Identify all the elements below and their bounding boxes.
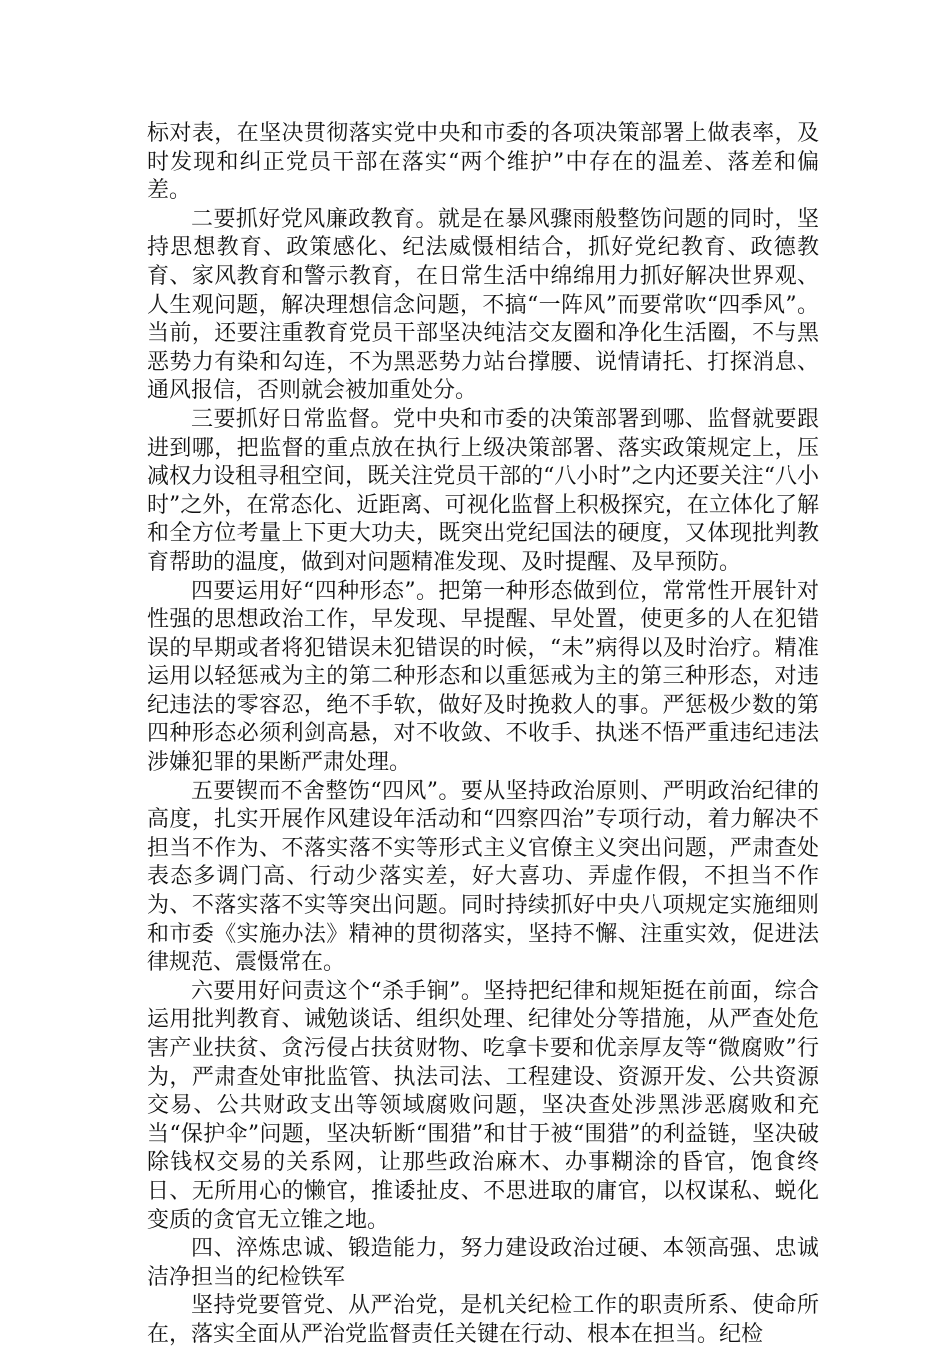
paragraph-1: 标对表，在坚决贯彻落实党中央和市委的各项决策部署上做表率，及时发现和纠正党员干部在落实“两个维护”中存在的温差、落差和偏差。 (147, 121, 819, 204)
paragraph-6: 六要用好问责这个“杀手锏”。坚持把纪律和规矩挺在前面，综合运用批判教育、诫勉谈话、组织处理、纪律处分等措施，从严查处危害产业扶贫、贪污侵占扶贫财物、吃拿卡要和优亲厚友等“微腐败”行为，严肃查处审批监管、执法司法、工程建设、资源开发、公共资源交易、公共财政支出等领域腐败问题，坚决查处涉黑涉恶腐败和充当“保护伞”问题，坚决斩断“围猎”和甘于被“围猎”的利益链，坚决破除钱权交易的关系网，让那些政治麻木、办事糊涂的昏官，饱食终日、无所用心的懒官，推诿扯皮、不思进取的庸官，以权谋私、蜕化变质的贪官无立锥之地。 (147, 978, 819, 1233)
paragraph-5: 五要锲而不舍整饬“四风”。要从坚持政治原则、严明政治纪律的高度，扎实开展作风建设年活动和“四察四治”专项行动，着力解决不担当不作为、不落实落不实等形式主义官僚主义突出问题，严肃查处表态多调门高、行动少落实差，好大喜功、弄虚作假，不担当不作为、不落实落不实等突出问题。同时持续抓好中央八项规定实施细则和市委《实施办法》精神的贯彻落实，坚持不懈、注重实效，促进法律规范、震慑常在。 (147, 778, 819, 976)
paragraph-2: 二要抓好党风廉政教育。就是在暴风骤雨般整饬问题的同时，坚持思想教育、政策感化、纪法威慑相结合，抓好党纪教育、政德教育、家风教育和警示教育，在日常生活中绵绵用力抓好解决世界观、人生观问题，解决理想信念问题，不搞“一阵风”而要常吹“四季风”。当前，还要注重教育党员干部坚决纯洁交友圈和净化生活圈，不与黑恶势力有染和勾连，不为黑恶势力站台撑腰、说情请托、打探消息、通风报信，否则就会被加重处分。 (147, 206, 819, 404)
paragraph-3: 三要抓好日常监督。党中央和市委的决策部署到哪、监督就要跟进到哪，把监督的重点放在执行上级决策部署、落实政策规定上，压减权力设租寻租空间，既关注党员干部的“八小时”之内还要关注“八小时”之外，在常态化、近距离、可视化监督上积极探究，在立体化了解和全方位考量上下更大功夫，既突出党纪国法的硬度，又体现批判教育帮助的温度，做到对问题精准发现、及时提醒、及早预防。 (147, 406, 819, 575)
paragraph-4: 四要运用好“四种形态”。把第一种形态做到位，常常性开展针对性强的思想政治工作，早发现、早提醒、早处置，使更多的人在犯错误的早期或者将犯错误未犯错误的时候，“未”病得以及时治疗。精准运用以轻惩戒为主的第二种形态和以重惩戒为主的第三种形态，对违纪违法的零容忍，绝不手软，做好及时挽救人的事。严惩极少数的第四种形态必须利剑高悬，对不收敛、不收手、执迷不悟严重违纪违法涉嫌犯罪的果断严肃处理。 (147, 578, 819, 776)
section-heading-4: 四、淬炼忠诚、锻造能力，努力建设政治过硬、本领高强、忠诚洁净担当的纪检铁军 (147, 1236, 819, 1290)
document-page (147, 120, 819, 1350)
paragraph-7: 坚持党要管党、从严治党，是机关纪检工作的职责所系、使命所在，落实全面从严治党监督责任关键在行动、根本在担当。纪检 (147, 1293, 819, 1347)
